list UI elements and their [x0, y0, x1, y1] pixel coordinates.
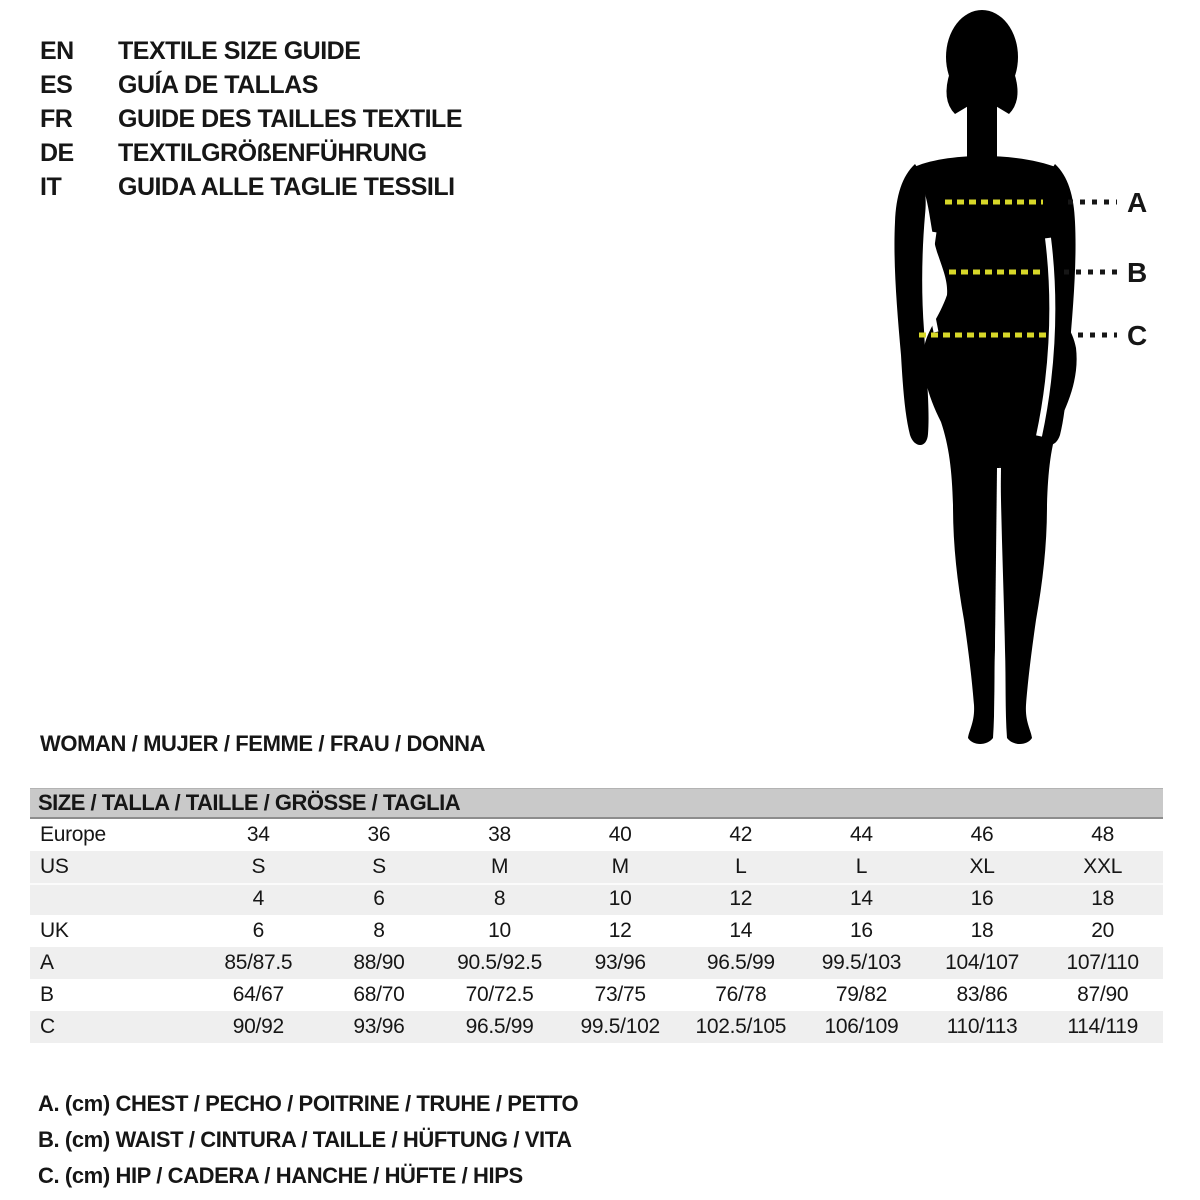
table-cell: 14 — [850, 887, 873, 910]
table-cell: 96.5/99 — [465, 1015, 534, 1038]
table-cell: 36 — [367, 823, 391, 846]
table-cell: 38 — [488, 823, 511, 846]
table-cell: 64/67 — [232, 983, 284, 1006]
table-cell: 4 — [252, 887, 264, 910]
table-cell: 87/90 — [1077, 983, 1129, 1006]
table-cell: 99.5/102 — [580, 1015, 660, 1038]
table-cell: 34 — [246, 823, 270, 846]
table-cell: 90/92 — [232, 1015, 284, 1038]
title-row-fr — [40, 102, 462, 136]
table-cell: XXL — [1083, 855, 1123, 878]
table-cell: 73/75 — [594, 983, 646, 1006]
table-row-us-letters — [30, 851, 1163, 883]
lang-code-fr: FR — [40, 104, 73, 133]
row-label: UK — [40, 919, 69, 942]
table-cell: 93/96 — [353, 1015, 405, 1038]
table-cell: 85/87.5 — [224, 951, 293, 974]
table-cell: 83/86 — [956, 983, 1008, 1006]
table-cell: 10 — [488, 919, 511, 942]
table-cell: 79/82 — [835, 983, 887, 1006]
table-cell: 102.5/105 — [695, 1015, 787, 1038]
table-row-us-numbers — [30, 883, 1163, 915]
chest-label-a: A — [1127, 187, 1148, 218]
table-cell: 10 — [608, 887, 632, 910]
gender-heading: WOMAN / MUJER / FEMME / FRAU / DONNA — [40, 731, 486, 756]
title-text-fr: GUIDE DES TAILLES TEXTILE — [118, 104, 463, 133]
lang-code-en: EN — [40, 36, 74, 65]
table-cell: 93/96 — [594, 951, 646, 974]
row-label: A — [40, 951, 54, 974]
table-row-europe — [30, 819, 1163, 851]
table-cell: S — [251, 855, 266, 878]
measurement-legend — [38, 1086, 578, 1194]
table-cell: 48 — [1091, 823, 1115, 846]
table-cell: XL — [969, 855, 995, 878]
table-cell: 6 — [373, 887, 385, 910]
row-label: Europe — [40, 823, 106, 846]
table-row-chest-a — [30, 947, 1163, 979]
table-cell: 14 — [729, 919, 753, 942]
title-text-it: GUIDA ALLE TAGLIE TESSILI — [118, 172, 455, 201]
table-cell: 6 — [252, 919, 264, 942]
table-row-uk — [30, 915, 1163, 947]
title-row-es — [40, 68, 462, 102]
table-cell: 20 — [1091, 919, 1115, 942]
lang-code-it: IT — [40, 172, 62, 201]
table-cell: 114/119 — [1067, 1015, 1139, 1038]
title-text-en: TEXTILE SIZE GUIDE — [118, 36, 361, 65]
size-table-header: SIZE / TALLA / TAILLE / GRÖSSE / TAGLIA — [30, 788, 1163, 819]
table-cell: 18 — [1091, 887, 1115, 910]
hip-label-c: C — [1127, 320, 1148, 351]
table-cell: 18 — [970, 919, 994, 942]
size-table — [30, 788, 1163, 1043]
table-cell: 106/109 — [824, 1015, 899, 1038]
table-cell: 46 — [970, 823, 994, 846]
table-row-waist-b — [30, 979, 1163, 1011]
title-block — [40, 34, 462, 204]
table-cell: 16 — [850, 919, 873, 942]
table-cell: 96.5/99 — [706, 951, 775, 974]
table-cell: 99.5/103 — [821, 951, 902, 974]
table-cell: 12 — [608, 919, 632, 942]
title-row-it — [40, 170, 462, 204]
table-cell: 107/110 — [1066, 951, 1139, 974]
title-row-en — [40, 34, 462, 68]
lang-code-es: ES — [40, 70, 73, 99]
row-label: C — [40, 1015, 55, 1038]
table-cell: 70/72.5 — [465, 983, 534, 1006]
row-label: US — [40, 855, 69, 878]
table-cell: 44 — [850, 823, 873, 846]
legend-item-hip: C. (cm) HIP / CADERA / HANCHE / HÜFTE / HIPS — [38, 1163, 523, 1188]
table-cell: 88/90 — [353, 951, 405, 974]
table-cell: M — [611, 855, 629, 878]
legend-item-chest: A. (cm) CHEST / PECHO / POITRINE / TRUHE / PETTO — [38, 1091, 579, 1116]
table-row-hip-c — [30, 1011, 1163, 1043]
table-cell: L — [735, 855, 747, 878]
table-cell: 42 — [729, 823, 753, 846]
table-cell: S — [372, 855, 386, 878]
table-cell: 90.5/92.5 — [457, 951, 542, 974]
lang-code-de: DE — [40, 138, 74, 167]
waist-label-b: B — [1127, 257, 1148, 288]
measurement-figure — [855, 0, 1200, 760]
table-cell: 8 — [493, 887, 506, 910]
table-cell: 40 — [608, 823, 632, 846]
table-cell: 110/113 — [946, 1015, 1018, 1038]
table-cell: 12 — [729, 887, 753, 910]
table-cell: 104/107 — [945, 951, 1019, 974]
title-text-de: TEXTILGRÖßENFÜHRUNG — [118, 138, 427, 167]
table-cell: 76/78 — [715, 983, 767, 1006]
table-cell: M — [490, 855, 509, 878]
legend-item-waist: B. (cm) WAIST / CINTURA / TAILLE / HÜFTUNG / VITA — [38, 1127, 572, 1152]
table-cell: L — [855, 855, 868, 878]
row-label: B — [40, 983, 54, 1006]
table-cell: 16 — [970, 887, 994, 910]
title-text-es: GUÍA DE TALLAS — [118, 70, 318, 99]
title-row-de — [40, 136, 462, 170]
table-cell: 8 — [373, 919, 385, 942]
table-cell: 68/70 — [353, 983, 405, 1006]
